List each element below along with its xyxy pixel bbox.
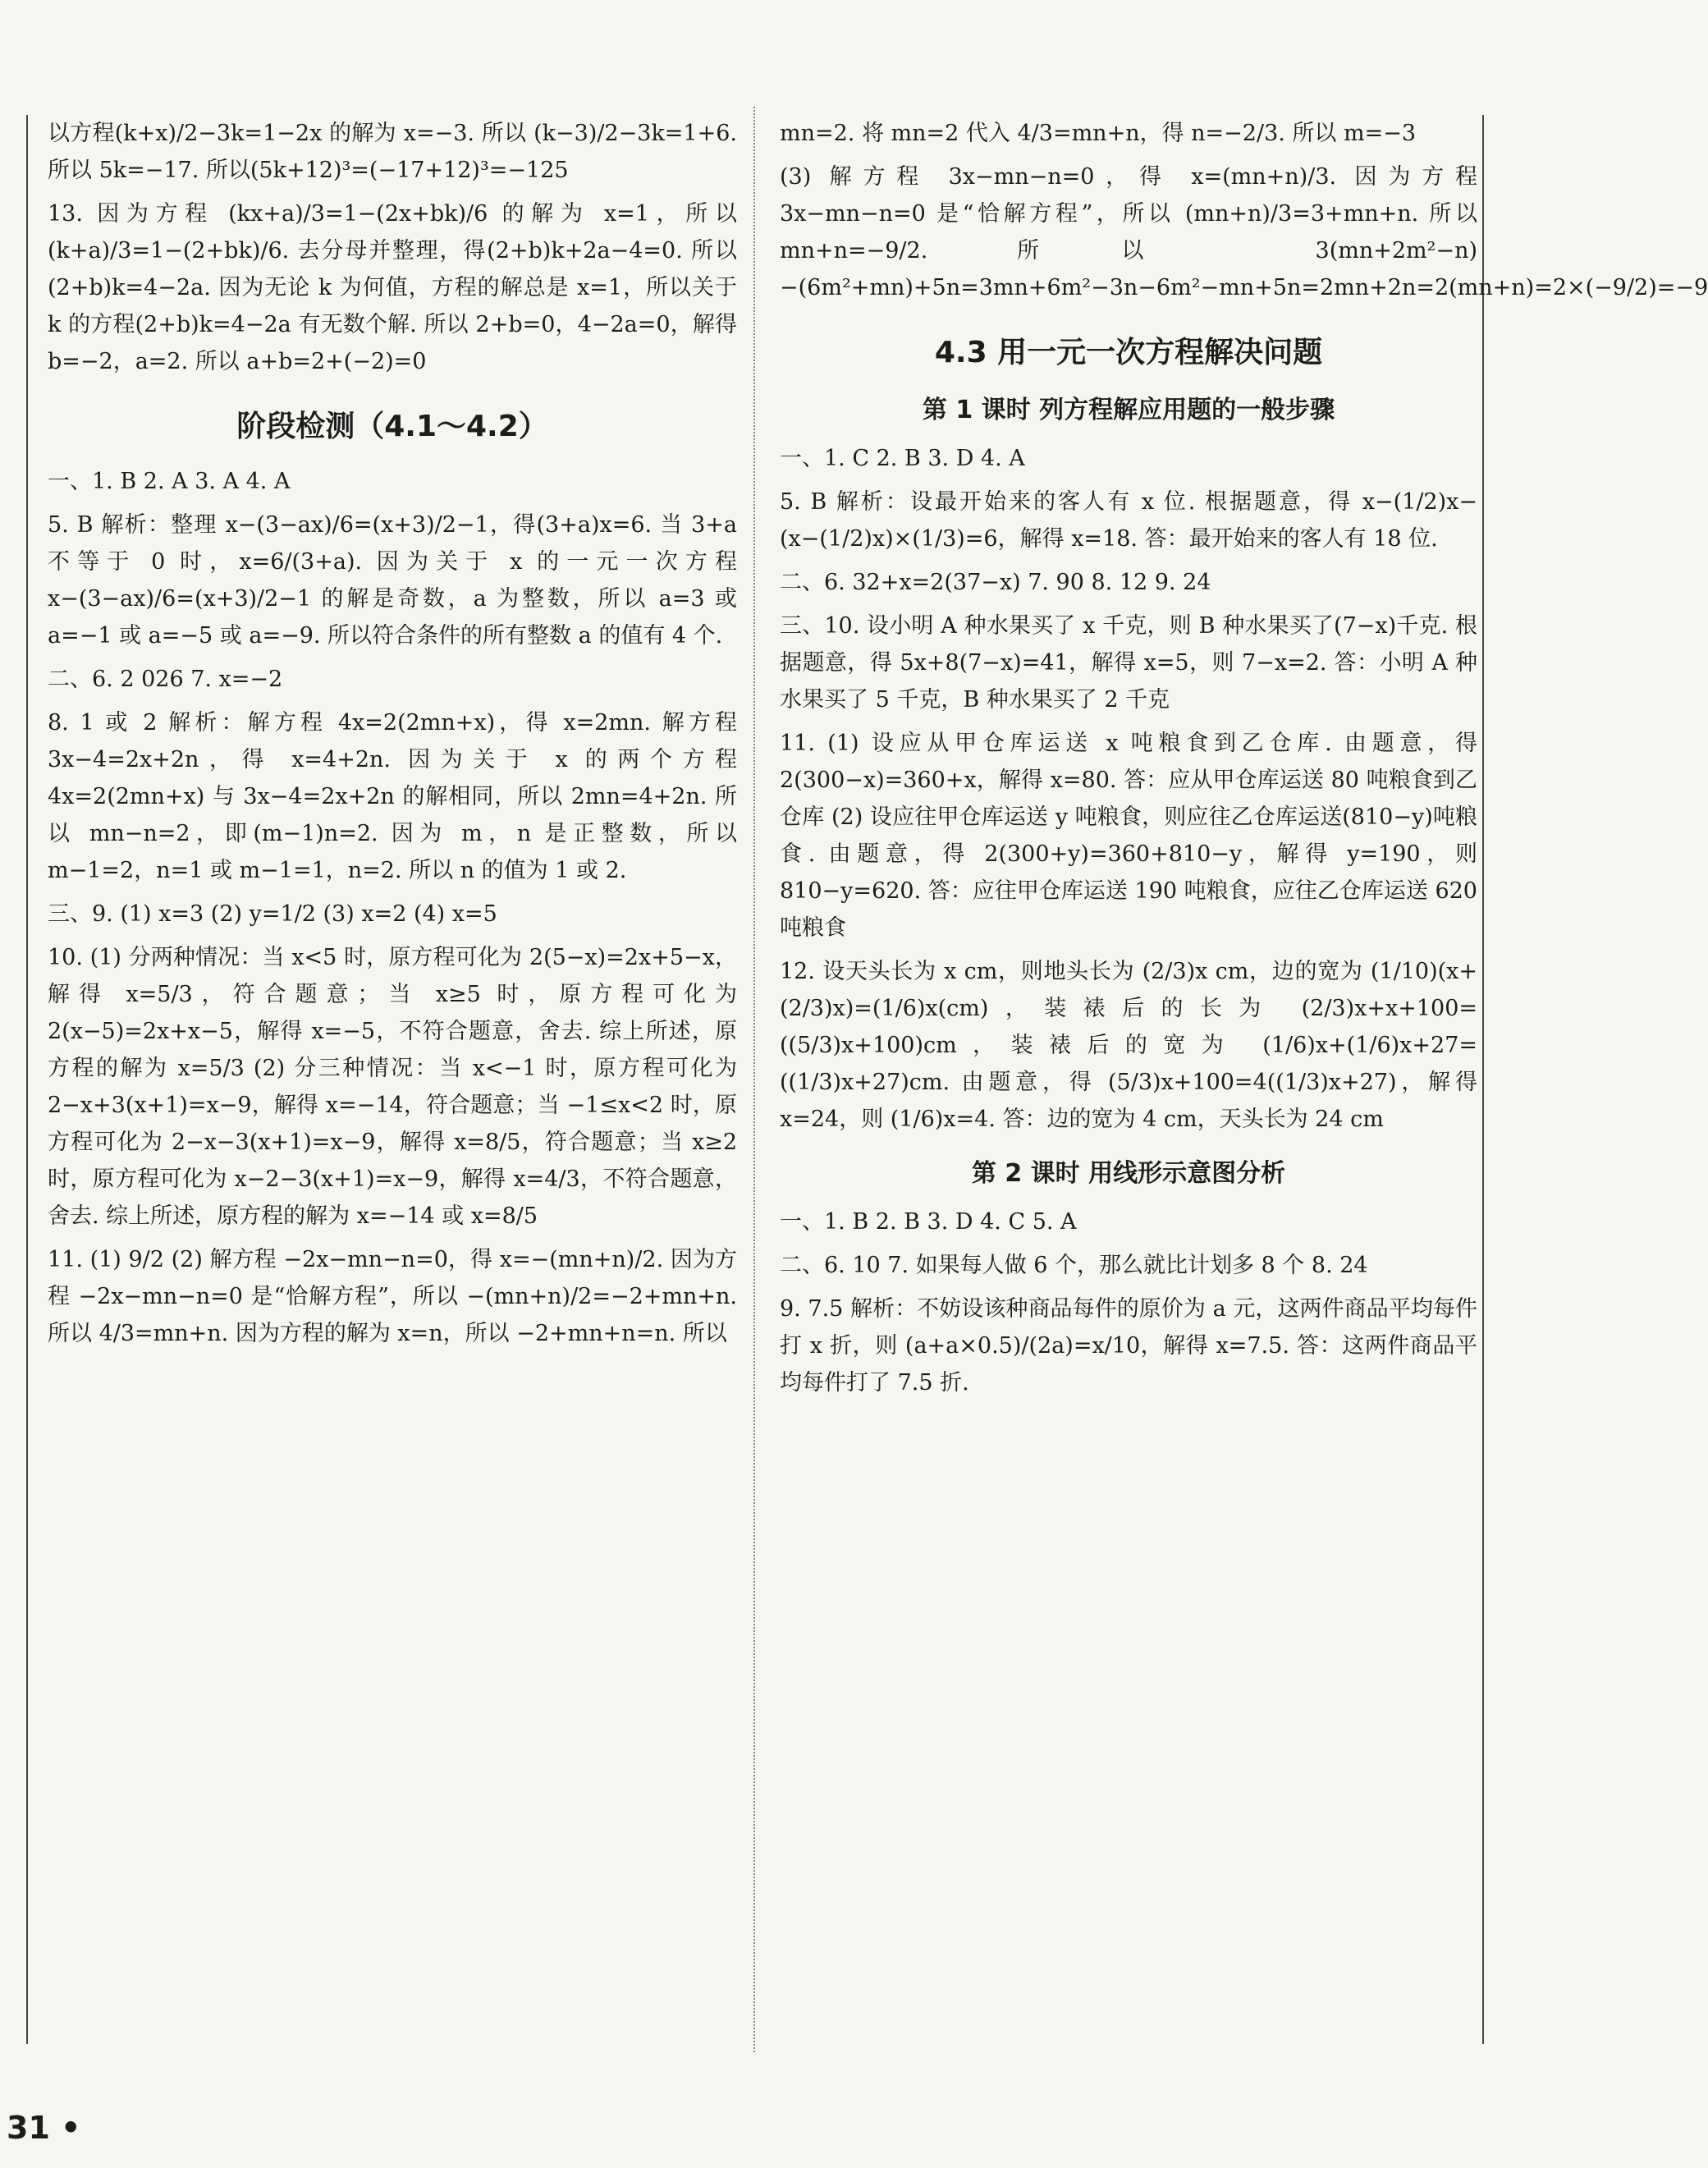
answer-paragraph: 二、6. 32+x=2(37−x) 7. 90 8. 12 9. 24 [780, 570, 1211, 595]
left-column [48, 115, 737, 1359]
answer-paragraph: 5. B 解析：设最开始来的客人有 x 位. 根据题意，得 x−(1/2)x−(x−(1/2)x)×(1/3)=6，解得 x=18. 答：最开始来的客人有 18 位. [780, 489, 1477, 552]
answer-paragraph: mn=2. 将 mn=2 代入 4/3=mn+n，得 n=−2/3. 所以 m=−3 [780, 121, 1417, 146]
column-divider [753, 107, 755, 2052]
answer-paragraph: 三、10. 设小明 A 种水果买了 x 千克，则 B 种水果买了(7−x)千克. 根据题意，得 5x+8(7−x)=41，解得 x=5，则 7−x=2. 答：小明 A 种水果买了 5 千克，B 种水果买了 2 千克 [780, 613, 1477, 713]
answer-paragraph: 5. B 解析：整理 x−(3−ax)/6=(x+3)/2−1，得(3+a)x=6. 当 3+a 不等于 0 时，x=6/(3+a). 因为关于 x 的一元一次方程 x−(3−ax)/6=(x+3)/2−1 的解是奇数，a 为整数，所以 a=3 或 a=−1 或 a=−5 或 a=−9. 所以符合条件的所有整数 a 的值有 4 个. [48, 512, 737, 649]
answer-paragraph: 10. (1) 分两种情况：当 x<5 时，原方程可化为 2(5−x)=2x+5−x，解得 x=5/3，符合题意；当 x≥5 时，原方程可化为 2(x−5)=2x+x−5，解得 x=−5，不符合题意，舍去. 综上所述，原方程的解为 x=5/3 (2) 分三种情况：当 x<−1 时，原方程可化为 2−x+3(x+1)=x−9，解得 x=−14，符合题意；当 −1≤x<2 时，原方程可化为 2−x−3(x+1)=x−9，解得 x=8/5，符合题意；当 x≥2 时，原方程可化为 x−2−3(x+1)=x−9，解得 x=4/3，不符合题意，舍去. 综上所述，原方程的解为 x=−14 或 x=8/5 [48, 945, 737, 1229]
lesson-title: 第 2 课时 用线形示意图分析 [971, 1159, 1286, 1188]
answer-paragraph: 11. (1) 9/2 (2) 解方程 −2x−mn−n=0，得 x=−(mn+n)/2. 因为方程 −2x−mn−n=0 是“恰解方程”，所以 −(mn+n)/2=−2+mn+n. 所以 4/3=mn+n. 因为方程的解为 x=n，所以 −2+mn+n=n. 所以 [48, 1247, 737, 1346]
right-column [780, 115, 1708, 1408]
answer-paragraph: 一、1. B 2. B 3. D 4. C 5. A [780, 1209, 1077, 1235]
answer-paragraph: 11. (1) 设应从甲仓库运送 x 吨粮食到乙仓库. 由题意，得 2(300−x)=360+x，解得 x=80. 答：应从甲仓库运送 80 吨粮食到乙仓库 (2) 设应往甲仓库运送 y 吨粮食，则应往乙仓库运送(810−y)吨粮食. 由题意，得 2(300+y)=360+810−y，解得 y=190，则 810−y=620. 答：应往甲仓库运送 190 吨粮食，应往乙仓库运送 620 吨粮食 [780, 731, 1477, 941]
answer-paragraph: (3) 解方程 3x−mn−n=0，得 x=(mn+n)/3. 因为方程 3x−mn−n=0 是“恰解方程”，所以 (mn+n)/3=3+mn+n. 所以 mn+n=−9/2. 所以 3(mn+2m²−n)−(6m²+mn)+5n=3mn+6m²−3n−6m²−mn+5n=2mn+2n=2(mn+n)=2×(−9/2)=−9 [780, 164, 1708, 300]
answer-paragraph: 13. 因为方程 (kx+a)/3=1−(2x+bk)/6 的解为 x=1，所以 (k+a)/3=1−(2+bk)/6. 去分母并整理，得(2+b)k+2a−4=0. 所以(2+b)k=4−2a. 因为无论 k 为何值，方程的解总是 x=1，所以关于 k 的方程(2+b)k=4−2a 有无数个解. 所以 2+b=0，4−2a=0，解得 b=−2，a=2. 所以 a+b=2+(−2)=0 [48, 201, 737, 374]
answer-paragraph: 一、1. B 2. A 3. A 4. A [48, 469, 291, 494]
answer-paragraph: 三、9. (1) x=3 (2) y=1/2 (3) x=2 (4) x=5 [48, 901, 497, 927]
answer-paragraph: 9. 7.5 解析：不妨设该种商品每件的原价为 a 元，这两件商品平均每件打 x 折，则 (a+a×0.5)/(2a)=x/10，解得 x=7.5. 答：这两件商品平均每件打了 7.5 折. [780, 1296, 1477, 1396]
answer-paragraph: 以方程(k+x)/2−3k=1−2x 的解为 x=−3. 所以 (k−3)/2−3k=1+6. 所以 5k=−17. 所以(5k+12)³=(−17+12)³=−125 [48, 121, 737, 183]
answer-paragraph: 二、6. 2 026 7. x=−2 [48, 667, 283, 692]
right-margin-rule [1482, 115, 1484, 2044]
answer-paragraph: 8. 1 或 2 解析：解方程 4x=2(2mn+x)，得 x=2mn. 解方程 3x−4=2x+2n，得 x=4+2n. 因为关于 x 的两个方程 4x=2(2mn+x) 与 3x−4=2x+2n 的解相同，所以 2mn=4+2n. 所以 mn−n=2，即(m−1)n=2. 因为 m，n 是正整数，所以 m−1=2，n=1 或 m−1=1，n=2. 所以 n 的值为 1 或 2. [48, 710, 737, 883]
lesson-title: 第 1 课时 列方程解应用题的一般步骤 [922, 396, 1335, 424]
section-title: 4.3 用一元一次方程解决问题 [934, 336, 1323, 369]
answer-paragraph: 12. 设天头长为 x cm，则地头长为 (2/3)x cm，边的宽为 (1/10)(x+(2/3)x)=(1/6)x(cm)，装裱后的长为 (2/3)x+x+100=((5/3)x+100)cm，装裱后的宽为 (1/6)x+(1/6)x+27=((1/3)x+27)cm. 由题意，得 (5/3)x+100=4((1/3)x+27)，解得 x=24，则 (1/6)x=4. 答：边的宽为 4 cm，天头长为 24 cm [780, 959, 1477, 1132]
section-title: 阶段检测（4.1～4.2） [236, 410, 548, 443]
answer-paragraph: 二、6. 10 7. 如果每人做 6 个，那么就比计划多 8 个 8. 24 [780, 1253, 1368, 1278]
page-number: 31 • [7, 2110, 81, 2146]
left-margin-rule [26, 115, 28, 2044]
answer-paragraph: 一、1. C 2. B 3. D 4. A [780, 446, 1025, 471]
